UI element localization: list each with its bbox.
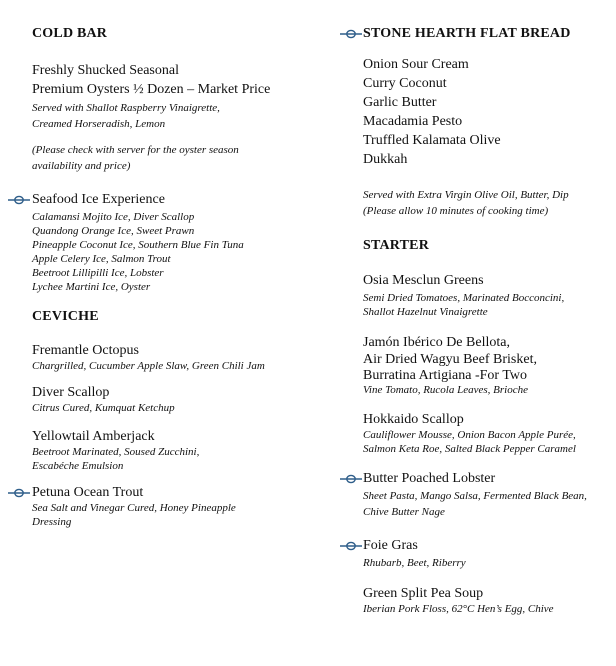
item-octopus-desc: Chargrilled, Cucumber Apple Slaw, Green Chili Jam [32, 360, 265, 372]
flatbread-item: Onion Sour Cream [363, 57, 469, 72]
seafood-item: Pineapple Coconut Ice, Southern Blue Fin Tuna [32, 239, 244, 251]
item-amberjack-desc1: Beetroot Marinated, Soused Zucchini, [32, 446, 200, 458]
signature-marker-icon [8, 195, 30, 205]
item-soup-desc: Iberian Pork Floss, 62°C Hen’s Egg, Chive [363, 603, 554, 615]
item-green-split-pea-soup: Green Split Pea Soup [363, 586, 484, 601]
item-lobster-desc1: Sheet Pasta, Mango Salsa, Fermented Black Bean, [363, 490, 587, 502]
section-title-cold-bar: COLD BAR [32, 26, 108, 41]
section-title-flat-bread: STONE HEARTH FLAT BREAD [363, 26, 571, 41]
flatbread-note-line2: (Please allow 10 minutes of cooking time) [363, 205, 549, 217]
flatbread-item: Macadamia Pesto [363, 114, 463, 129]
item-seafood-ice: Seafood Ice Experience [32, 192, 165, 207]
item-jamon-line1: Jamón Ibérico De Bellota, [363, 335, 510, 350]
flatbread-note-line1: Served with Extra Virgin Olive Oil, Butter, Dip [363, 189, 569, 201]
item-petuna-ocean-trout: Petuna Ocean Trout [32, 485, 144, 500]
flatbread-item: Dukkah [363, 152, 408, 167]
item-osia-desc2: Shallot Hazelnut Vinaigrette [363, 306, 488, 318]
item-foie-desc: Rhubarb, Beet, Riberry [363, 557, 466, 569]
item-osia-mesclun: Osia Mesclun Greens [363, 273, 484, 288]
item-hokkaido-scallop: Hokkaido Scallop [363, 412, 464, 427]
seafood-item: Lychee Martini Ice, Oyster [32, 281, 151, 293]
item-oysters-desc2: Creamed Horseradish, Lemon [32, 118, 166, 130]
item-trout-desc1: Sea Salt and Vinegar Cured, Honey Pineapple [32, 502, 236, 514]
seafood-item: Apple Celery Ice, Salmon Trout [32, 253, 171, 265]
seafood-item: Beetroot Lillipilli Ice, Lobster [32, 267, 164, 279]
item-oysters-line2: Premium Oysters ½ Dozen – Market Price [32, 82, 271, 97]
item-yellowtail-amberjack: Yellowtail Amberjack [32, 429, 155, 444]
item-foie-gras: Foie Gras [363, 538, 418, 553]
seafood-item: Calamansi Mojito Ice, Diver Scallop [32, 211, 195, 223]
item-butter-poached-lobster: Butter Poached Lobster [363, 471, 496, 486]
item-fremantle-octopus: Fremantle Octopus [32, 343, 139, 358]
oyster-note-line2: availability and price) [32, 160, 131, 172]
flatbread-item: Curry Coconut [363, 76, 447, 91]
item-trout-desc2: Dressing [32, 516, 72, 528]
signature-marker-icon [340, 474, 362, 484]
flatbread-item: Garlic Butter [363, 95, 437, 110]
item-jamon-line2: Air Dried Wagyu Beef Brisket, [363, 352, 537, 367]
item-hokkaido-desc2: Salmon Keta Roe, Salted Black Pepper Caramel [363, 443, 576, 455]
item-amberjack-desc2: Escabéche Emulsion [32, 460, 124, 472]
item-oysters-line1: Freshly Shucked Seasonal [32, 63, 179, 78]
item-diver-scallop: Diver Scallop [32, 385, 110, 400]
signature-marker-icon [340, 541, 362, 551]
flatbread-item: Truffled Kalamata Olive [363, 133, 501, 148]
signature-marker-icon [340, 29, 362, 39]
section-title-ceviche: CEVICHE [32, 309, 99, 324]
oyster-note-line1: (Please check with server for the oyster season [32, 144, 239, 156]
item-hokkaido-desc1: Cauliflower Mousse, Onion Bacon Apple Purée, [363, 429, 576, 441]
item-jamon-desc: Vine Tomato, Rucola Leaves, Brioche [363, 384, 528, 396]
item-scallop-desc: Citrus Cured, Kumquat Ketchup [32, 402, 175, 414]
item-osia-desc1: Semi Dried Tomatoes, Marinated Bocconcini, [363, 292, 565, 304]
seafood-item: Quandong Orange Ice, Sweet Prawn [32, 225, 195, 237]
signature-marker-icon [8, 488, 30, 498]
item-lobster-desc2: Chive Butter Nage [363, 506, 445, 518]
item-oysters-desc1: Served with Shallot Raspberry Vinaigrette, [32, 102, 220, 114]
item-jamon-line3: Burratina Artigiana -For Two [363, 368, 528, 383]
section-title-starter: STARTER [363, 238, 429, 253]
